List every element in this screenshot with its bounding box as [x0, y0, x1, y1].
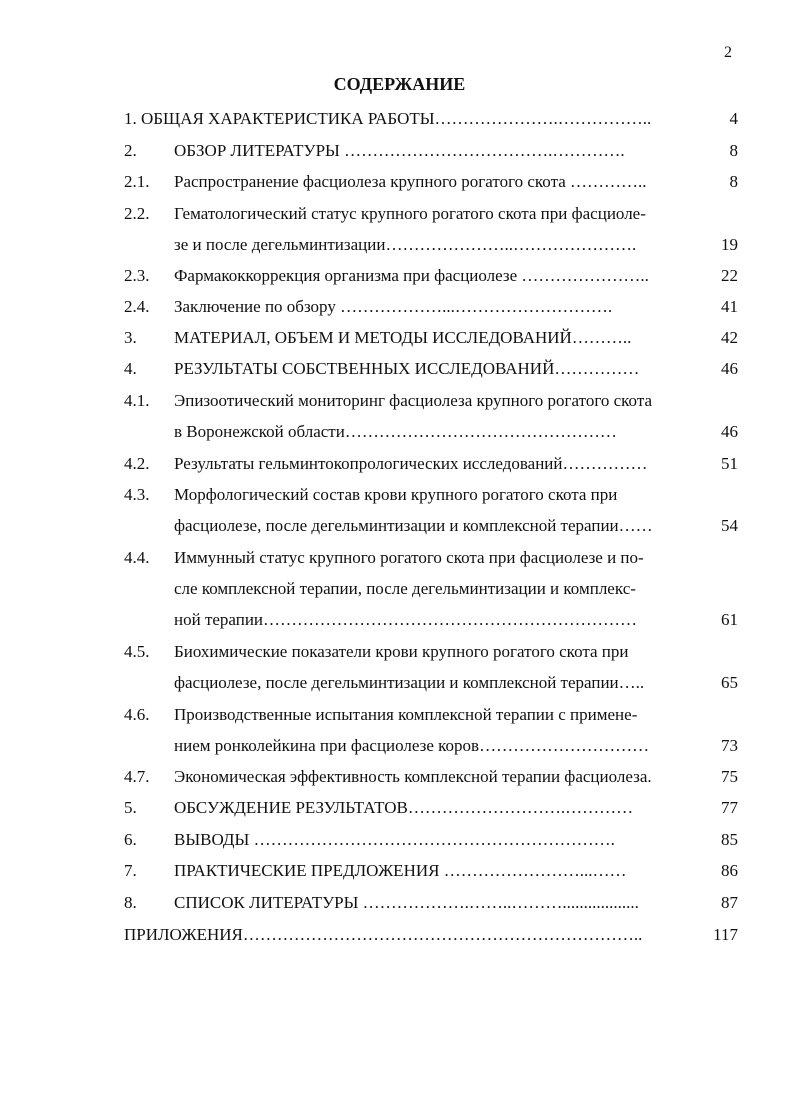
toc-entry-number: 2.4.: [124, 297, 150, 316]
toc-entry-text: Фармакоккоррекция организма при фасциолезе …………………..: [174, 266, 649, 285]
toc-entry-number: 2.: [124, 141, 137, 160]
toc-entry-text: ВЫВОДЫ ……………………………………………………….: [174, 830, 615, 849]
toc-entry-page: 75: [721, 767, 738, 786]
toc-entry-text: 1. ОБЩАЯ ХАРАКТЕРИСТИКА РАБОТЫ………………….……………..: [124, 109, 652, 128]
toc-entry-text: ПРИЛОЖЕНИЯ……………………………………………………………..: [124, 925, 643, 944]
toc-entry-number: 4.2.: [124, 454, 150, 473]
toc-entry-text: Иммунный статус крупного рогатого скота при фасциолезе и по-: [174, 548, 644, 567]
toc-entry-number: 7.: [124, 861, 137, 880]
toc-entry-page: 65: [721, 673, 738, 692]
toc-entry-page: 87: [721, 893, 738, 912]
toc-entry-number: 4.5.: [124, 642, 150, 661]
toc-entry-text: Распространение фасциолеза крупного рогатого скота …………..: [174, 172, 647, 191]
toc-entry-text: фасциолезе, после дегельминтизации и комплексной терапии…..: [174, 673, 645, 692]
toc-entry-page: 19: [721, 235, 738, 254]
toc-entry-page: 41: [721, 297, 738, 316]
toc-entry-number: 4.6.: [124, 705, 150, 724]
page-number: 2: [724, 44, 732, 61]
toc-entry-number: 4.4.: [124, 548, 150, 567]
page-title: СОДЕРЖАНИЕ: [333, 74, 466, 94]
toc-entry-text: Заключение по обзору ………………...……………………….: [174, 297, 613, 316]
toc-entry-page: 61: [721, 610, 738, 629]
toc-entry-page: 73: [721, 736, 738, 755]
toc-entry-text: ной терапии…………………………………………………………: [174, 610, 638, 629]
toc-entry-text: Экономическая эффективность комплексной терапии фасциолеза.: [174, 767, 652, 786]
toc-entry-text: Производственные испытания комплексной терапии с примене-: [174, 705, 638, 724]
toc-entry-page: 42: [721, 328, 738, 347]
toc-entry-text: СПИСОК ЛИТЕРАТУРЫ ……………….……..………..................: [174, 893, 639, 912]
toc-entry-number: 4.1.: [124, 391, 150, 410]
toc-entry-number: 2.2.: [124, 204, 150, 223]
toc-entry-page: 54: [721, 516, 738, 535]
toc-entry-page: 51: [721, 454, 738, 473]
toc-entry-text: зе и после дегельминтизации…………………..………………….: [174, 235, 637, 254]
toc-entry-text: ОБЗОР ЛИТЕРАТУРЫ ……………………………….………….: [174, 141, 625, 160]
toc-entry-number: 6.: [124, 830, 137, 849]
toc-entry-text: Результаты гельминтокопрологических исследований……………: [174, 454, 648, 473]
toc-entry-text: ПРАКТИЧЕСКИЕ ПРЕДЛОЖЕНИЯ ……………………...……: [174, 861, 627, 880]
toc-entry-number: 8.: [124, 893, 137, 912]
toc-entry-page: 8: [729, 141, 738, 160]
toc-entry-page: 4: [729, 109, 738, 128]
toc-entry-number: 2.3.: [124, 266, 150, 285]
toc-entry-text: Морфологический состав крови крупного рогатого скота при: [174, 485, 618, 504]
toc-entry-text: нием ронколейкина при фасциолезе коров…………………………: [174, 736, 650, 755]
toc-entry-number: 5.: [124, 798, 137, 817]
toc-entry-text: сле комплексной терапии, после дегельминтизации и комплекс-: [174, 579, 636, 598]
toc-entry-page: 77: [721, 798, 738, 817]
toc-entry-text: фасциолезе, после дегельминтизации и комплексной терапии……: [174, 516, 653, 535]
toc-entry-page: 46: [721, 359, 738, 378]
toc-entry-page: 22: [721, 266, 738, 285]
toc-entry-page: 117: [713, 925, 738, 944]
toc-entry-text: МАТЕРИАЛ, ОБЪЕМ И МЕТОДЫ ИССЛЕДОВАНИЙ………..: [174, 328, 632, 347]
toc-entry-number: 4.3.: [124, 485, 150, 504]
toc-entry-page: 86: [721, 861, 738, 880]
toc-entry-text: Эпизоотический мониторинг фасциолеза крупного рогатого скота: [174, 391, 653, 410]
toc-entry-text: РЕЗУЛЬТАТЫ СОБСТВЕННЫХ ИССЛЕДОВАНИЙ……………: [174, 359, 640, 378]
toc-entry-text: ОБСУЖДЕНИЕ РЕЗУЛЬТАТОВ……………………….…………: [174, 798, 634, 817]
toc-entry-number: 4.7.: [124, 767, 150, 786]
toc-entry-text: Гематологический статус крупного рогатого скота при фасциоле-: [174, 204, 646, 223]
toc-entry-number: 2.1.: [124, 172, 150, 191]
toc-entry-text: Биохимические показатели крови крупного рогатого скота при: [174, 642, 629, 661]
toc-entry-text: в Воронежской области…………………………………………: [174, 422, 617, 441]
toc-entry-page: 46: [721, 422, 738, 441]
toc-entry-number: 4.: [124, 359, 137, 378]
toc-entry-page: 85: [721, 830, 738, 849]
toc-entry-page: 8: [729, 172, 738, 191]
toc-entry-number: 3.: [124, 328, 137, 347]
